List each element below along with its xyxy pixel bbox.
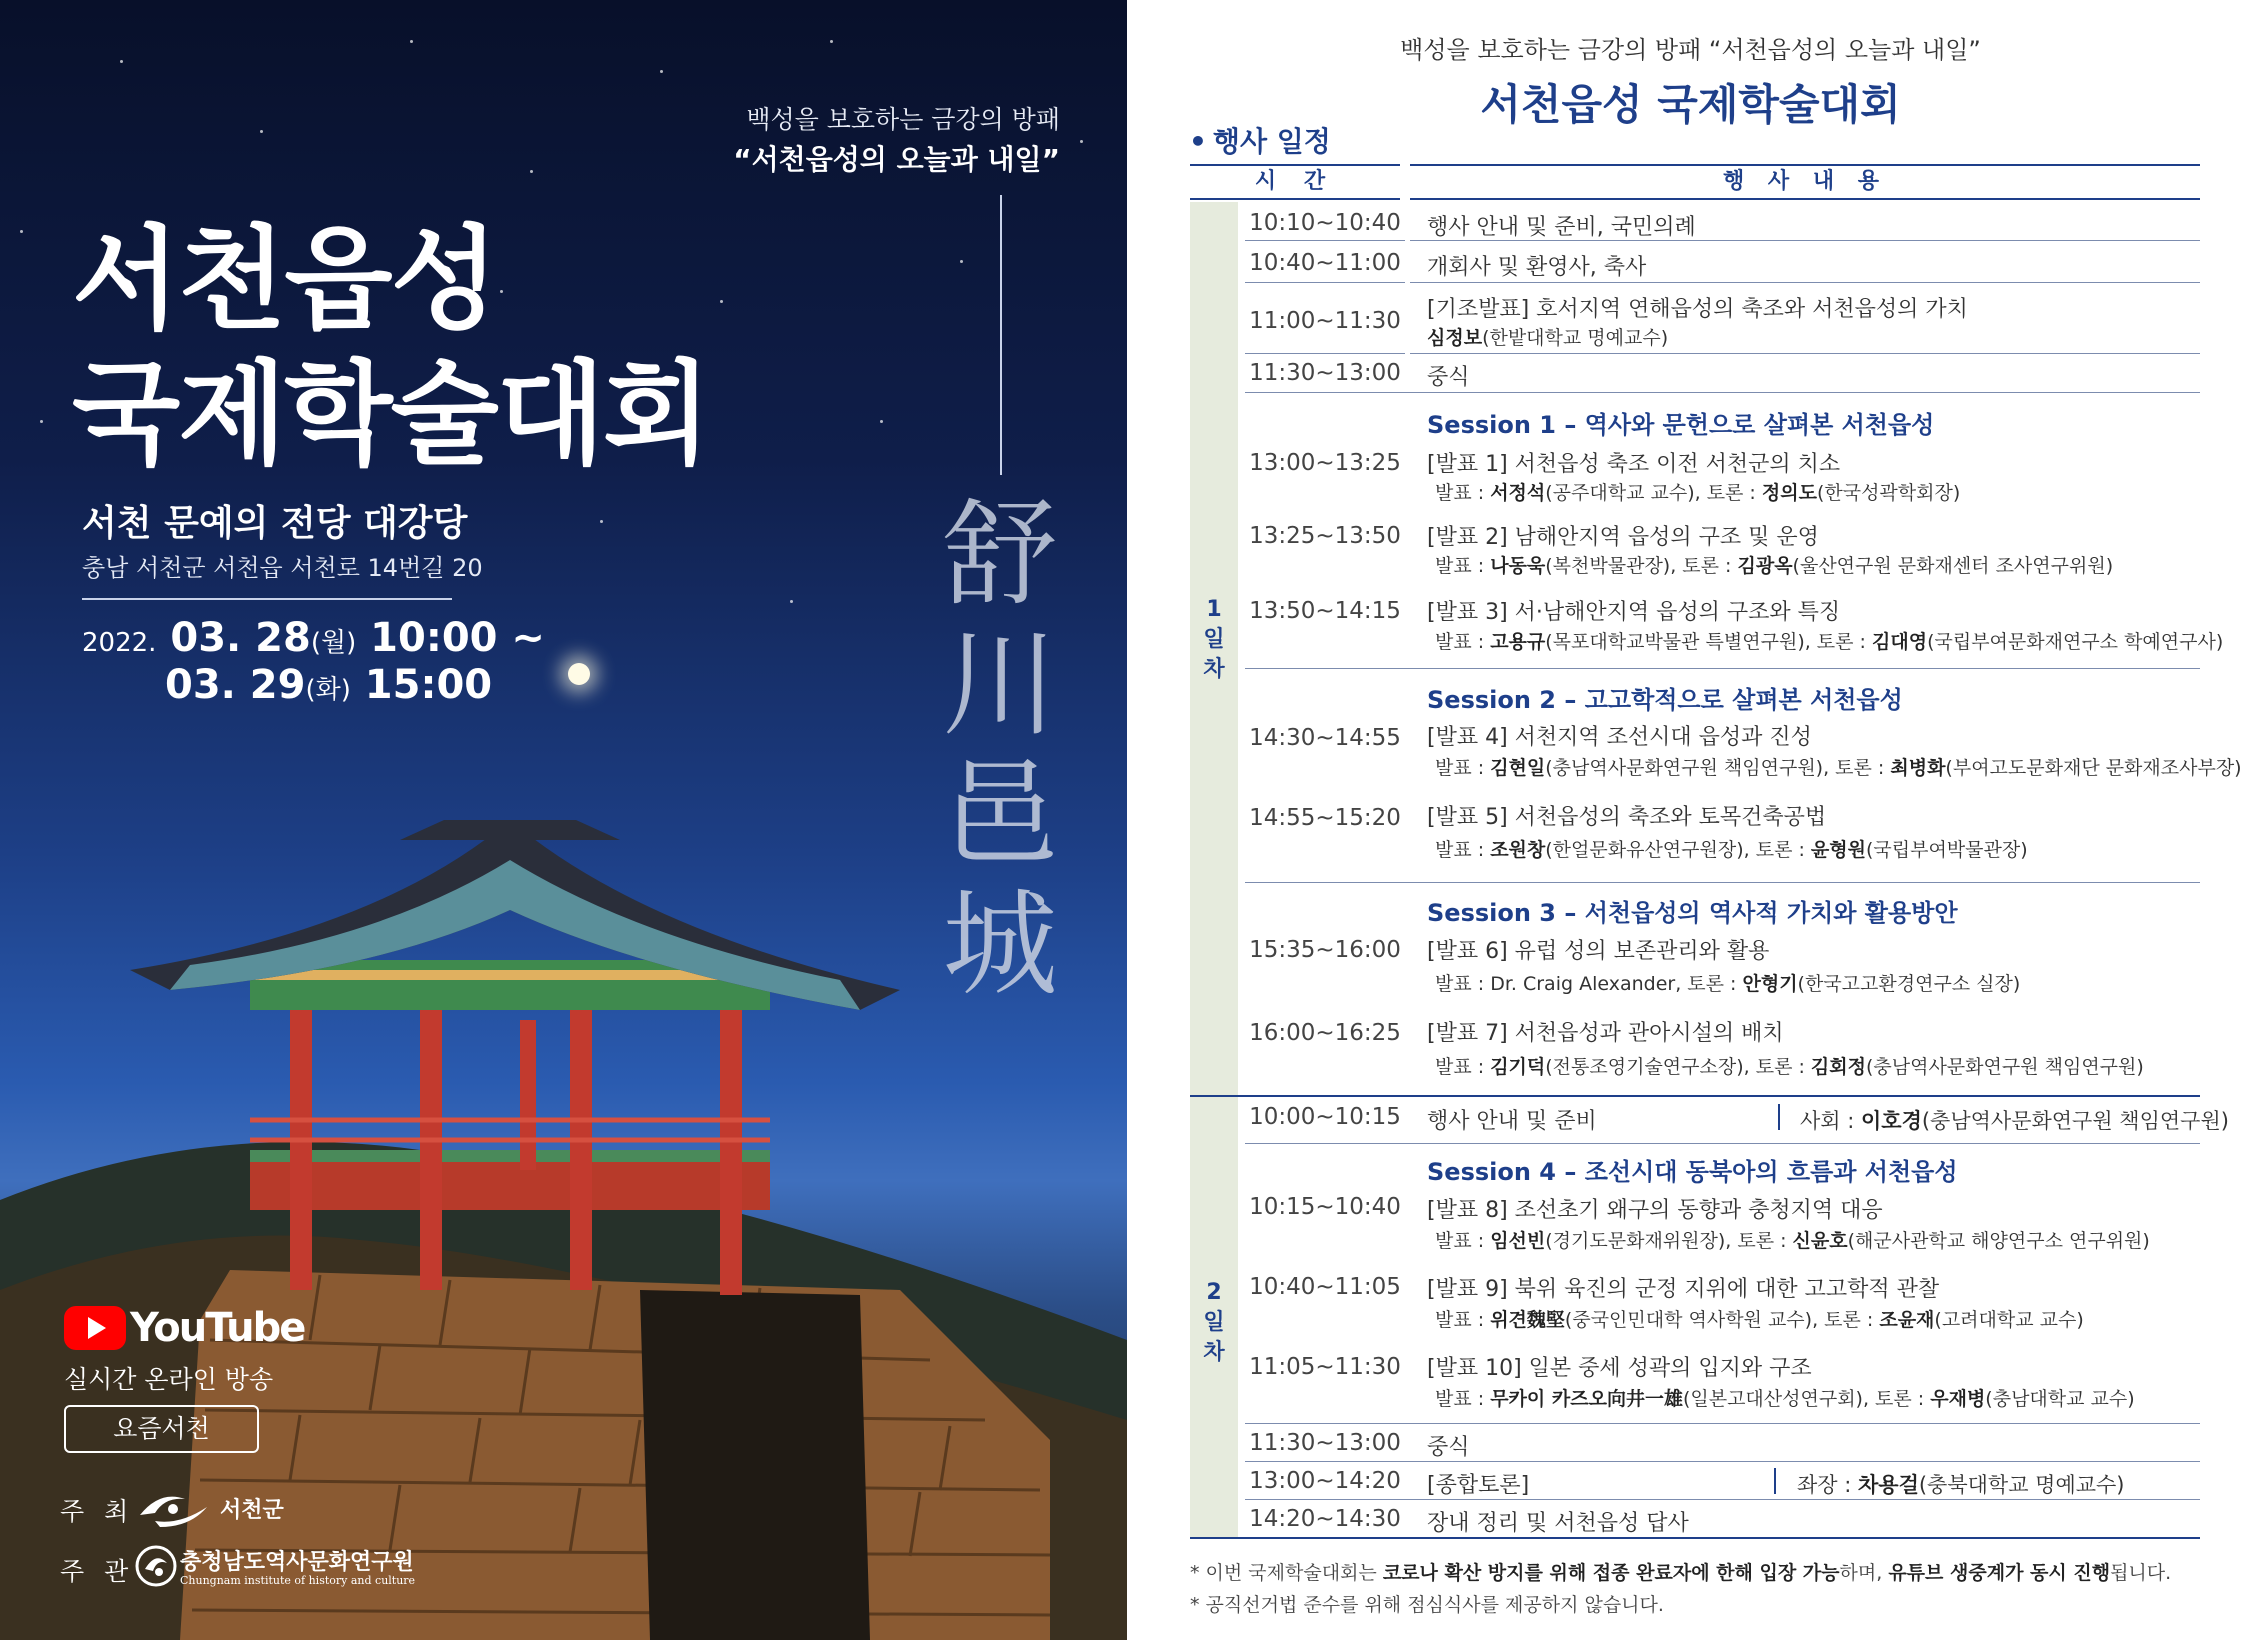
speaker-line: 발표 : 조원창(한얼문화유산연구원장), 토론 : 윤형원(국립부여박물관장) xyxy=(1435,839,2028,861)
session-4-title: Session 4 – 조선시대 동북아의 흐름과 서천읍성 xyxy=(1427,1158,1958,1186)
notice-lunch: * 공직선거법 준수를 위해 점심식사를 제공하지 않습니다. xyxy=(1190,1594,1664,1616)
organizer-name: 충청남도역사문화연구원 xyxy=(180,1550,414,1575)
poster-subtitle-quote: “서천읍성의 오늘과 내일” xyxy=(733,143,1060,176)
event-text: 행사 안내 및 준비 xyxy=(1427,1109,1597,1134)
row-divider xyxy=(1245,282,1405,283)
time-cell: 10:00~10:15 xyxy=(1249,1104,1401,1130)
table-bottom xyxy=(1190,1537,2200,1539)
session-2-title: Session 2 – 고고학적으로 살펴본 서천읍성 xyxy=(1427,686,1903,714)
event-text: 중식 xyxy=(1427,365,1470,390)
event-text: [기조발표] 호서지역 연해읍성의 축조와 서천읍성의 가치 xyxy=(1427,297,1968,322)
speaker-line: 발표 : 무카이 카즈오向井一雄(일본고대산성연구회), 토론 : 우재병(충남대학교 교수) xyxy=(1435,1388,2135,1410)
date2-md: 03. 29 xyxy=(165,662,306,708)
event-text: 장내 정리 및 서천읍성 답사 xyxy=(1427,1511,1689,1536)
speaker-line: 심정보(한밭대학교 명예교수) xyxy=(1427,327,1669,349)
youtube-logo-icon xyxy=(64,1306,126,1350)
presentation-title: [발표 6] 유럽 성의 보존관리와 활용 xyxy=(1427,939,1770,964)
row-divider xyxy=(1245,1423,2200,1424)
schedule-panel xyxy=(1127,0,2249,1640)
time-cell: 11:30~13:00 xyxy=(1249,360,1401,386)
poster-title-line1: 서천읍성 xyxy=(72,215,497,345)
time-cell: 14:20~14:30 xyxy=(1249,1506,1401,1532)
presentation-title: [발표 3] 서·남해안지역 읍성의 구조와 특징 xyxy=(1427,600,1841,625)
organizer-label: 주 관 xyxy=(60,1557,135,1586)
hanja-title: 舒 川 邑 城 xyxy=(942,488,1058,1012)
poster-title-line2: 국제학술대회 xyxy=(72,350,710,480)
day-divider xyxy=(1190,1095,2200,1097)
host-label: 주 최 xyxy=(60,1497,135,1526)
speaker-line: 발표 : 고용규(목포대학교박물관 특별연구원), 토론 : 김대영(국립부여문화재연구소 학예연구사) xyxy=(1435,631,2224,653)
time-cell: 10:40~11:05 xyxy=(1249,1274,1401,1300)
time-cell: 14:55~15:20 xyxy=(1249,805,1401,831)
row-divider xyxy=(1245,353,1405,354)
speaker-line: 발표 : 나동욱(복천박물관장), 토론 : 김광옥(울산연구원 문화재센터 조사연구위원) xyxy=(1435,555,2114,577)
row-divider xyxy=(1410,282,2200,283)
row-divider xyxy=(1245,882,2200,883)
time-cell: 13:00~14:20 xyxy=(1249,1468,1401,1494)
time-cell: 10:40~11:00 xyxy=(1249,250,1401,276)
speaker-line: 발표 : 위견魏堅(중국인민대학 역사학원 교수), 토론 : 조윤재(고려대학교 교수) xyxy=(1435,1309,2084,1331)
time-cell: 13:50~14:15 xyxy=(1249,598,1401,624)
date2-time: 15:00 xyxy=(364,662,493,708)
notice-covid: * 이번 국제학술대회는 코로나 확산 방지를 위해 접종 완료자에 한해 입장 가능하며, 유튜브 생중계가 동시 진행됩니다. xyxy=(1190,1562,2172,1584)
moon-icon xyxy=(568,663,590,685)
row-divider xyxy=(1245,1499,2200,1500)
column-separator xyxy=(1774,1468,1776,1494)
presentation-title: [발표 9] 북위 육진의 군정 지위에 대한 고고학적 관찰 xyxy=(1427,1277,1940,1302)
speaker-line: 발표 : Dr. Craig Alexander, 토론 : 안형기(한국고고환경연구소 실장) xyxy=(1435,973,2021,995)
seocheon-gun-logo-icon xyxy=(135,1485,215,1529)
youtube-brand xyxy=(64,1305,304,1351)
date-year: 2022. xyxy=(82,628,157,658)
vertical-divider xyxy=(1000,195,1002,475)
row-divider xyxy=(1245,1143,2200,1144)
organizer-name-english: Chungnam institute of history and culture xyxy=(180,1574,416,1587)
session-1-title: Session 1 – 역사와 문헌으로 살펴본 서천읍성 xyxy=(1427,411,1935,439)
presentation-title: [발표 7] 서천읍성과 관아시설의 배치 xyxy=(1427,1021,1784,1046)
section-heading: • 행사 일정 xyxy=(1189,120,1331,160)
presentation-title: [발표 1] 서천읍성 축조 이전 서천군의 치소 xyxy=(1427,452,1841,477)
event-text: 개회사 및 환영사, 축사 xyxy=(1427,255,1647,280)
chair-info: 좌장 : 차용걸(충북대학교 명예교수) xyxy=(1797,1473,2125,1497)
event-text: [종합토론] xyxy=(1427,1473,1530,1498)
column-separator xyxy=(1778,1104,1780,1130)
time-cell: 16:00~16:25 xyxy=(1249,1020,1401,1046)
presentation-title: [발표 5] 서천읍성의 축조와 토목건축공법 xyxy=(1427,805,1827,830)
schedule-title: 서천읍성 국제학술대회 xyxy=(1480,80,1901,129)
row-divider xyxy=(1245,240,1405,241)
channel-button[interactable]: 요즘서천 xyxy=(64,1405,259,1453)
column-header-time: 시 간 xyxy=(1190,164,1400,200)
speaker-line: 발표 : 서정석(공주대학교 교수), 토론 : 정의도(한국성곽학회장) xyxy=(1435,482,1961,504)
youtube-wordmark: YouTube xyxy=(130,1305,305,1351)
time-cell: 10:15~10:40 xyxy=(1249,1194,1401,1220)
date1-md: 03. 28 xyxy=(170,615,311,661)
schedule-subtitle: 백성을 보호하는 금강의 방패 “서천읍성의 오늘과 내일” xyxy=(1400,36,1981,64)
chungnam-institute-logo-icon xyxy=(135,1545,177,1587)
presentation-title: [발표 10] 일본 중세 성곽의 입지와 구조 xyxy=(1427,1356,1812,1381)
speaker-line: 발표 : 김현일(충남역사문화연구원 책임연구원), 토론 : 최병화(부여고도문화재단 문화재조사부장) xyxy=(1435,757,2242,779)
horizontal-divider xyxy=(82,598,452,600)
day2-label: 2 일 차 xyxy=(1203,1280,1225,1365)
time-cell: 15:35~16:00 xyxy=(1249,937,1401,963)
date1-time: 10:00 ~ xyxy=(370,615,545,661)
date1-dow: (월) xyxy=(310,628,357,658)
column-header-content: 행 사 내 용 xyxy=(1410,164,2200,200)
address: 충남 서천군 서천읍 서천로 14번길 20 xyxy=(82,554,483,582)
presentation-title: [발표 8] 조선초기 왜구의 동향과 충청지역 대응 xyxy=(1427,1198,1883,1223)
poster-subtitle: 백성을 보호하는 금강의 방패 xyxy=(746,105,1060,134)
row-divider xyxy=(1245,668,2200,669)
session-3-title: Session 3 – 서천읍성의 역사적 가치와 활용방안 xyxy=(1427,899,1958,927)
presentation-title: [발표 2] 남해안지역 읍성의 구조 및 운영 xyxy=(1427,525,1819,550)
date-end xyxy=(165,662,492,708)
venue: 서천 문예의 전당 대강당 xyxy=(82,503,468,544)
time-cell: 11:00~11:30 xyxy=(1249,308,1401,334)
time-cell: 11:30~13:00 xyxy=(1249,1430,1401,1456)
event-text: 행사 안내 및 준비, 국민의례 xyxy=(1427,215,1696,240)
date2-dow: (화) xyxy=(305,675,351,705)
time-cell: 13:25~13:50 xyxy=(1249,523,1401,549)
event-text: 중식 xyxy=(1427,1435,1470,1460)
row-divider xyxy=(1410,353,2200,354)
time-cell: 13:00~13:25 xyxy=(1249,450,1401,476)
speaker-line: 발표 : 임선빈(경기도문화재위원장), 토론 : 신윤호(해군사관학교 해양연구소 연구위원) xyxy=(1435,1230,2150,1252)
host-name: 서천군 xyxy=(220,1498,284,1523)
time-cell: 14:30~14:55 xyxy=(1249,725,1401,751)
row-divider xyxy=(1245,1461,2200,1462)
presentation-title: [발표 4] 서천지역 조선시대 읍성과 진성 xyxy=(1427,725,1812,750)
date-start xyxy=(82,615,545,661)
day1-label: 1 일 차 xyxy=(1203,597,1225,682)
row-divider xyxy=(1245,392,2200,393)
time-cell: 11:05~11:30 xyxy=(1249,1354,1401,1380)
live-broadcast-label: 실시간 온라인 방송 xyxy=(64,1365,274,1394)
speaker-line: 발표 : 김기덕(전통조영기술연구소장), 토론 : 김회정(충남역사문화연구원 책임연구원) xyxy=(1435,1056,2144,1078)
time-cell: 10:10~10:40 xyxy=(1249,210,1401,236)
moderator-info: 사회 : 이호경(충남역사문화연구원 책임연구원) xyxy=(1800,1109,2229,1133)
